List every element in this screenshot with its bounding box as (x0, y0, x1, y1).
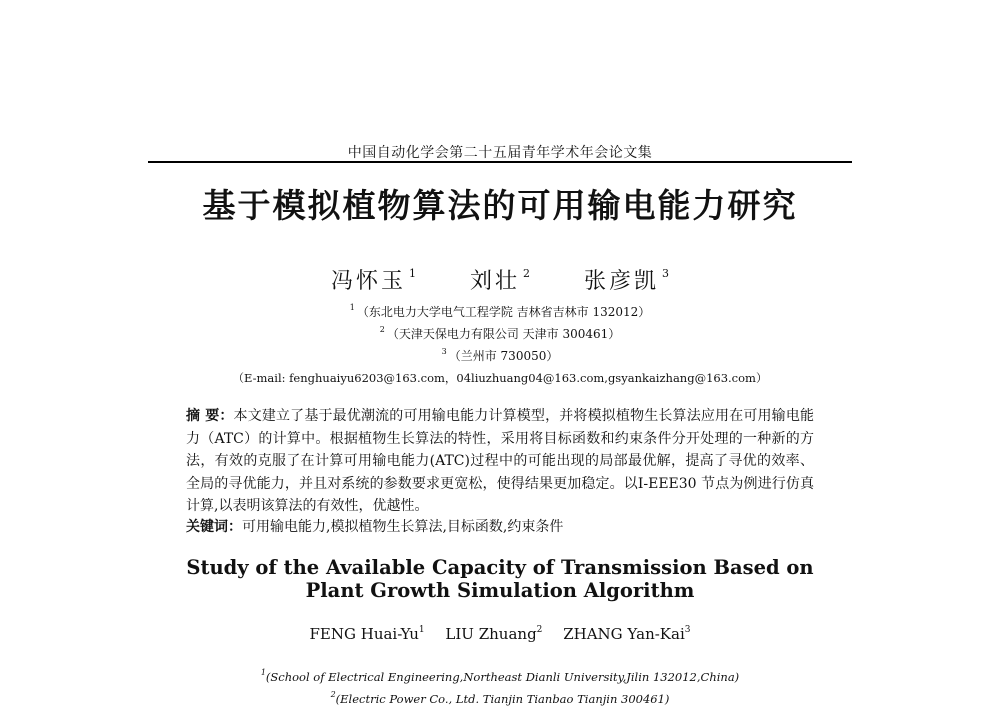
paper-title-cn: 基于模拟植物算法的可用输电能力研究 (202, 186, 798, 225)
author-mark: 3 (684, 625, 691, 635)
affiliation-text: (School of Electrical Engineering,Northeast Dianli University,Jilin 132012,China) (265, 670, 740, 684)
author-emails: （E-mail: fenghuaiyu6203@163.com，04liuzhuang04@163.com,gsyankaizhang@163.com） (232, 371, 768, 385)
authors-cn (0, 264, 1000, 295)
author-name: FENG Huai-Yu (309, 625, 419, 643)
author-cn (331, 264, 416, 295)
affiliation-cn (0, 325, 1000, 342)
affiliation-mark: 2 (330, 690, 336, 699)
affiliation-text: (Electric Power Co., Ltd. Tianjin Tianbao Tianjin 300461) (335, 692, 670, 706)
author-cn (584, 264, 669, 295)
keywords-label: 关键词： (186, 519, 242, 535)
affiliation-text: （天津天保电力有限公司 天津市 300461） (386, 327, 621, 341)
affiliation-cn (0, 303, 1000, 320)
affiliation-en (0, 668, 1000, 684)
author-mark: 3 (662, 267, 670, 280)
author-mark: 1 (408, 267, 416, 280)
authors-en (0, 625, 1000, 643)
author-name: 张彦凯 (584, 269, 660, 294)
paper-title-en (0, 556, 1000, 602)
affiliation-text: （兰州市 730050） (448, 349, 559, 363)
title-en-line1: Study of the Available Capacity of Transmission Based on (186, 556, 814, 579)
affiliation-mark: 2 (379, 325, 385, 334)
affiliation-text: （东北电力大学电气工程学院 吉林省吉林市 132012） (356, 305, 651, 319)
author-name: 冯怀玉 (330, 269, 406, 294)
author-en (445, 625, 542, 643)
affiliation-mark: 3 (441, 347, 447, 356)
author-en (563, 625, 690, 643)
header-rule (148, 161, 852, 163)
affiliation-mark: 1 (349, 303, 355, 312)
abstract-text: 本文建立了基于最优潮流的可用输电能力计算模型，并将模拟植物生长算法应用在可用输电能力（ATC）的计算中。根据植物生长算法的特性，采用将目标函数和约束条件分开处理的一种新的方法，有效的克服了在计算可用输电能力(ATC)过程中的可能出现的局部最优解，提高了寻优的效率、全局的寻优能力，并且对系统的参数要求更宽松，使得结果更加稳定。以I-EEE30 节点为例进行仿真计算,以表明该算法的有效性，优越性。 (186, 408, 815, 514)
proceedings-header: 中国自动化学会第二十五届青年学术年会论文集 (347, 145, 653, 161)
affiliation-mark: 1 (260, 668, 266, 677)
author-mark: 1 (418, 625, 425, 635)
title-en-line2: Plant Growth Simulation Algorithm (305, 579, 695, 602)
affiliation-en (0, 690, 1000, 706)
affiliation-cn (0, 347, 1000, 364)
author-en (310, 625, 425, 643)
author-cn (470, 264, 530, 295)
author-name: 刘壮 (469, 269, 520, 294)
author-mark: 2 (536, 625, 543, 635)
author-name: ZHANG Yan-Kai (563, 625, 685, 643)
author-mark: 2 (523, 267, 530, 280)
abstract-label: 摘 要： (186, 408, 234, 424)
keywords-text: 可用输电能力,模拟植物生长算法,目标函数,约束条件 (242, 519, 564, 535)
author-name: LIU Zhuang (445, 625, 537, 643)
abstract-cn (186, 405, 814, 518)
keywords-cn (186, 516, 814, 536)
